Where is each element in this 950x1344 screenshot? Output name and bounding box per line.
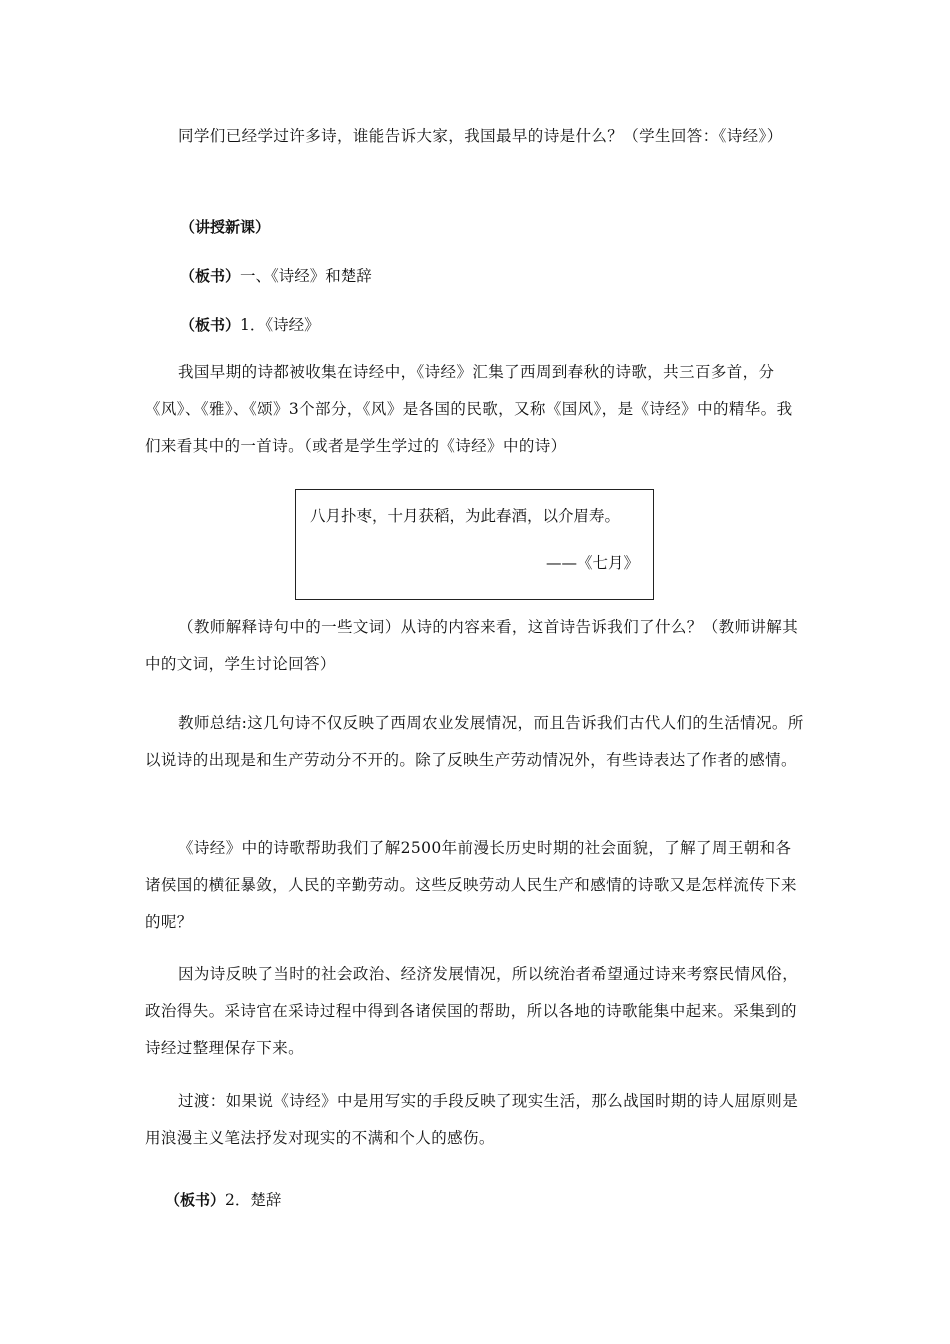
board-text: 一、《诗经》和楚辞 — [240, 267, 372, 285]
history-paragraph: 《诗经》中的诗歌帮助我们了解2500年前漫长历史时期的社会面貌，了解了周王朝和各诸侯国的横征暴敛，人民的辛勤劳动。这些反映劳动人民生产和感情的诗歌又是怎样流传下来的呢？ — [145, 839, 797, 931]
board-heading-2 — [180, 313, 320, 335]
board-label: （板书） — [180, 316, 241, 334]
explain-paragraph: （教师解释诗句中的一些文词）从诗的内容来看，这首诗告诉我们了什么？（教师讲解其中的文词，学生讨论回答） — [145, 618, 799, 673]
board-label: （板书） — [180, 267, 241, 285]
lesson-heading: （讲授新课） — [180, 218, 271, 236]
board-heading-3 — [165, 1188, 281, 1210]
summary-paragraph: 教师总结:这几句诗不仅反映了西周农业发展情况，而且告诉我们古代人们的生活情况。所以说诗的出现是和生产劳动分不开的。除了反映生产劳动情况外，有些诗表达了作者的感情。 — [145, 714, 804, 769]
board-text: 1．《诗经》 — [240, 316, 320, 334]
transition-paragraph: 过渡：如果说《诗经》中是用写实的手段反映了现实生活，那么战国时期的诗人屈原则是用浪漫主义笔法抒发对现实的不满和个人的感伤。 — [145, 1092, 799, 1147]
board-heading-1 — [180, 264, 372, 286]
board-text: 2．楚辞 — [225, 1191, 282, 1209]
poem-box — [295, 489, 654, 600]
board-label: （板书） — [165, 1191, 226, 1209]
intro-paragraph: 同学们已经学过许多诗，谁能告诉大家，我国最早的诗是什么？（学生回答：《诗经》） — [178, 127, 783, 145]
poem-line: 八月扑枣，十月获稻，为此春酒，以介眉寿。 — [310, 507, 621, 525]
poem-source: ——《七月》 — [545, 554, 639, 572]
shijing-paragraph: 我国早期的诗都被收集在诗经中，《诗经》汇集了西周到春秋的诗歌，共三百多首，分《风》、《雅》、《颂》3个部分，《风》是各国的民歌，又称《国风》，是《诗经》中的精华。我们来看其中的一首诗。（或者是学生学过的《诗经》中的诗） — [145, 363, 793, 455]
reason-paragraph: 因为诗反映了当时的社会政治、经济发展情况，所以统治者希望通过诗来考察民情风俗，政治得失。采诗官在采诗过程中得到各诸侯国的帮助，所以各地的诗歌能集中起来。采集到的诗经过整理保存下来。 — [145, 965, 799, 1057]
